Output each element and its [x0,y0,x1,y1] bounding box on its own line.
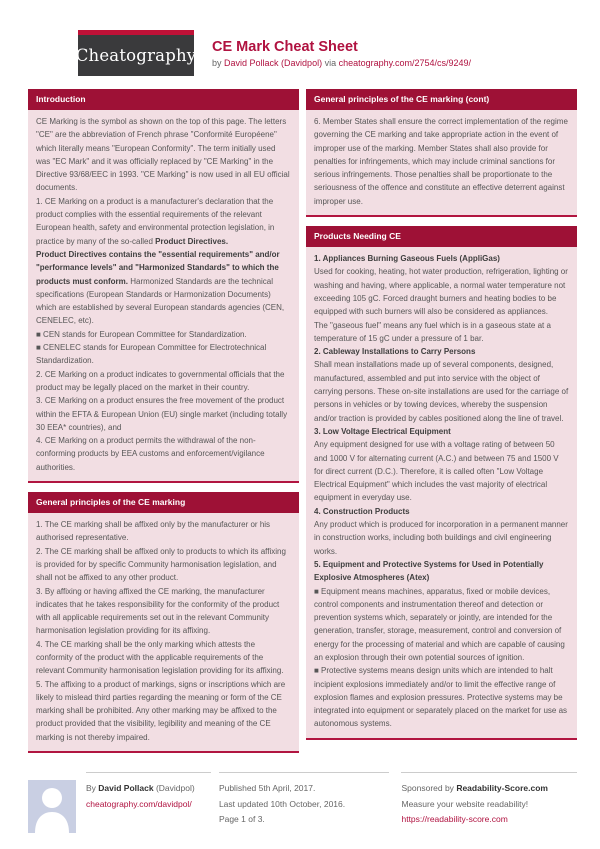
section-body [306,110,577,217]
footer-meta-block [219,772,390,833]
sponsor-tagline: Measure your website readability! [401,798,529,809]
footer [28,772,577,833]
page-number: Page 1 of 3. [218,814,265,825]
text-block: The "gaseous fuel" means any fuel which is in a gaseous state at a temperature of 15 gC under a pressure of 1 bar. [314,320,551,343]
published-date: Published 5th April, 2017. [218,783,316,794]
section-body [306,247,577,740]
footer-author-line [86,781,211,797]
text-block: Shall mean installations made up of several components, designed, manufactured, assembled and put into service with the object of carrying persons. These on-site installations are used for the carriage of persons in vehicles or by towing devices, whereby the suspension and/or traction is provided by cables positioned along the line of travel. [314,360,569,423]
section-title: Introduction [28,89,299,110]
text-block: 3. Low Voltage Electrical Equipment [314,426,451,436]
logo-text: Cheatography [75,46,197,65]
text-block: 2. CE Marking on a product indicates to governmental officials that the product may be legally placed on the market in their country. [36,369,285,392]
text-block: ■ CENELEC stands for European Committee for Electrotechnical Standardization. [36,343,267,366]
text-block: ■ CEN stands for European Committee for Standardization. [36,329,247,339]
text-block: 4. The CE marking shall be the only marking which attests the conformity of the product with the applicable requirements of the relevant Community harmonisation legislation providing for its affixing. [36,639,284,676]
text-block: ■ Equipment means machines, apparatus, fixed or mobile devices, control components and instrumentation thereof and detection or prevention systems which, separately or jointly, are intended for the generation, transfer, storage, measurement, control and conversion of energy for the processing of material and which are capable of causing an explosion through their own potential sources of ignition. [314,586,565,662]
text-block: CE Marking is the symbol as shown on the top of this page. The letters "CE" are the abbreviation of French phrase "Conformité Européene" which literally means "European Conformity". The term initially used was "EC Mark" and it was officially replaced by "CE Marking" in the Directive 93/68/EEC in 1993. "CE Marking" is now used in all EU official documents. [36,117,290,193]
text-block: 1. The CE marking shall be affixed only by the manufacturer or his authorised representative. [36,520,271,543]
header [75,30,577,76]
sponsor-name: Readability-Score.com [456,783,548,794]
section-card [28,89,299,483]
section-card [306,89,577,217]
text-block: 1. CE Marking on a product is a manufacturer's declaration that the product complies with the essential requirements of the relevant European health, safety and environmental protection legislation, in practice by many of the so-called Product Directives. [36,196,275,246]
text-block: 3. By affixing or having affixed the CE marking, the manufacturer indicates that he takes responsibility for the conformity of the product with all applicable requirements set out in the relevant Community harmonisation legislation providing for its affixing. [36,586,280,636]
text-block: ■ Protective systems means design units which are intended to halt incipient explosions immediately and/or to limit the effective range of explosion flames and explosion pressures. Protective systems may be integrated into equipment or separately placed on the market for use as autonomous systems. [314,666,568,729]
footer-sponsor-block [401,772,577,833]
text-block: 5. Equipment and Protective Systems for Used in Potentially Explosive Atmospheres (Atex) [314,559,544,583]
page-title: CE Mark Cheat Sheet [212,38,358,55]
author-name: David Pollack [98,783,154,794]
text-block: 4. CE Marking on a product permits the withdrawal of the non-conforming products by EEA customs and enforcement/vigilance authorities. [36,436,265,472]
sponsor-prefix: Sponsored by [401,783,454,794]
byline-via: via [324,57,337,68]
section-card [28,492,299,753]
section-card [306,226,577,740]
section-title: General principles of the CE marking [28,492,299,513]
byline [212,58,471,68]
sponsor-link[interactable]: https://readability-score.com [401,814,508,825]
byline-prefix: by [212,57,222,68]
section-body [28,513,299,753]
column-left [28,89,299,762]
text-block: 2. The CE marking shall be affixed only to products to which its affixing is provided for by specific Community harmonisation legislation, and shall not be affixed to any other product. [36,546,286,583]
author-profile-link[interactable]: cheatography.com/davidpol/ [86,798,192,809]
author-handle: (Davidpol) [155,783,195,794]
text-block: 1. Appliances Burning Gaseous Fuels (AppliGas) [314,254,500,264]
section-title: Products Needing CE [306,226,577,247]
sheet-link[interactable]: cheatography.com/2754/cs/9249/ [338,57,472,68]
text-block: 6. Member States shall ensure the correct implementation of the regime governing the CE marking and take appropriate action in the event of improper use of the marking. Member States shall also provide for penalties for infringements, which may include criminal sanctions for serious infringements. Those penalties shall be proportionate to the seriousness of the offence and constitute an effective deterrent against improper use. [314,117,568,206]
footer-by-prefix: By [86,783,96,794]
text-block: Used for cooking, heating, hot water production, refrigeration, lighting or washing and having, where applicable, a normal water temperature not exceeding 105 gC. Forced draught burners and heating bodies to be equipped with such burners will also be considered as appliances. [314,267,568,317]
text-block: Product Directives contains the "essential requirements" and/or "performance levels" and "Harmonized Standards" to which the products must conform. Harmonized Standards are the technical specifications (European Standards or Harmonization Documents) which are established by several European standards agencies (CEN, CENELEC, etc). [36,249,285,326]
content-columns [28,89,577,762]
text-block: 4. Construction Products [314,506,410,516]
sponsor-line [401,781,577,797]
column-right [306,89,577,749]
text-block: Any equipment designed for use with a voltage rating of between 50 and 1000 V for alternating current (A.C.) and between 75 and 1500 V for direct current (D.C.). Therefore, it is called often "Low Voltage Electrical Equipment" which includes the vast majority of electrical equipment in everyday use. [314,440,559,503]
logo-top-bar [78,30,194,35]
avatar [28,780,76,833]
footer-author-block [86,772,211,833]
text-block: 5. The affixing to a product of markings, signs or inscriptions which are likely to mislead third parties regarding the meaning or form of the CE marking shall be prohibited. Any other marking may be affixed to the product provided that the visibility, legibility and meaning of the CE marking is not thereby impaired. [36,679,286,742]
cheatography-logo [75,30,197,76]
author-link[interactable]: David Pollack (Davidpol) [224,57,323,68]
section-title: General principles of the CE marking (cont) [306,89,577,110]
text-block: Any product which is produced for incorporation in a permanent manner in construction works, including both buildings and civil engineering works. [314,520,568,556]
text-block: 3. CE Marking on a product ensures the free movement of the product within the EFTA & European Union (EU) single market (including totally 30 EEA* countries), and [36,396,288,432]
updated-date: Last updated 10th October, 2016. [218,798,346,809]
text-block: 2. Cableway Installations to Carry Persons [314,347,476,357]
section-body [28,110,299,483]
title-block [212,39,471,68]
